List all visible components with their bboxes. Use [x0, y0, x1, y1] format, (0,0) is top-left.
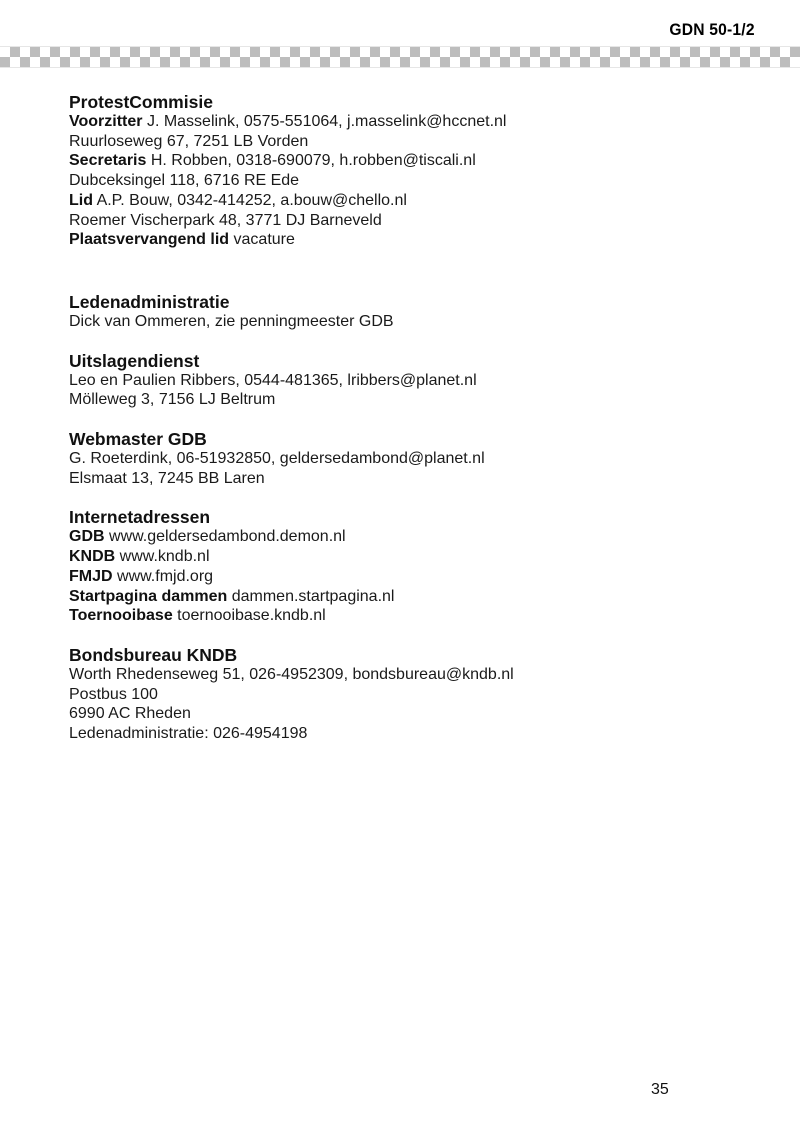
- line-text: J. Masselink, 0575-551064, j.masselink@hccnet.nl: [146, 113, 507, 130]
- checker-band-divider: [0, 46, 800, 68]
- contact-line: [69, 312, 749, 332]
- line-text: G. Roeterdink, 06-51932850, geldersedambond@planet.nl: [69, 450, 485, 468]
- line-text: vacature: [233, 231, 295, 249]
- contact-line: [69, 704, 749, 724]
- contact-line: [69, 230, 749, 250]
- section-title: Bondsbureau KNDB: [69, 644, 238, 665]
- line-text: Elsmaat 13, 7245 BB Laren: [69, 469, 265, 487]
- section-protestcommisie: [69, 92, 749, 250]
- section-title: Ledenadministratie: [69, 291, 230, 312]
- contact-line: [69, 151, 749, 171]
- url-text: toernooibase.kndb.nl: [177, 607, 326, 625]
- contact-line: [69, 371, 749, 391]
- page-number: 35: [651, 1081, 669, 1098]
- spacer: [69, 250, 749, 292]
- line-text: Ruurloseweg 67, 7251 LB Vorden: [69, 132, 309, 150]
- section-title: Uitslagendienst: [69, 350, 200, 371]
- url-text: www.geldersedambond.demon.nl: [109, 528, 346, 546]
- line-text: Dubceksingel 118, 6716 RE Ede: [69, 172, 300, 190]
- section-title: Internetadressen: [69, 507, 211, 528]
- line-label: FMJD: [69, 567, 113, 585]
- line-label: Voorzitter: [69, 113, 143, 130]
- line-label: Toernooibase: [69, 607, 173, 625]
- url-text: www.kndb.nl: [119, 548, 210, 566]
- line-text: Leo en Paulien Ribbers, 0544-481365, lribbers@planet.nl: [69, 371, 477, 389]
- line-text: Roemer Vischerpark 48, 3771 DJ Barneveld: [69, 211, 382, 229]
- spacer: [69, 626, 749, 645]
- line-text: Dick van Ommeren, zie penningmeester GDB: [69, 312, 394, 330]
- contact-line: [69, 390, 749, 410]
- url-text: www.fmjd.org: [117, 567, 214, 585]
- contact-line: [69, 724, 749, 744]
- contact-line: [69, 112, 749, 132]
- running-head: GDN 50-1/2: [669, 20, 755, 39]
- link-line: [69, 527, 749, 547]
- spacer: [69, 332, 749, 351]
- section-title: Webmaster GDB: [69, 429, 207, 450]
- line-text: Worth Rhedenseweg 51, 026-4952309, bondsbureau@kndb.nl: [69, 665, 514, 683]
- section-ledenadministratie: [69, 292, 749, 332]
- line-label: Startpagina dammen: [69, 587, 228, 605]
- section-internetadressen: [69, 507, 749, 626]
- line-text: 6990 AC Rheden: [69, 705, 191, 723]
- link-line: [69, 547, 749, 567]
- contact-line: [69, 211, 749, 231]
- contact-line: [69, 685, 749, 705]
- line-text: Postbus 100: [69, 685, 158, 703]
- link-line: [69, 587, 749, 607]
- url-text: dammen.startpagina.nl: [231, 587, 395, 605]
- line-text: H. Robben, 0318-690079, h.robben@tiscali.nl: [150, 152, 476, 170]
- line-label: Secretaris: [69, 152, 147, 170]
- line-label: KNDB: [69, 548, 116, 566]
- page-content: [69, 92, 749, 744]
- contact-line: [69, 469, 749, 489]
- section-webmaster: [69, 429, 749, 488]
- line-text: Mölleweg 3, 7156 LJ Beltrum: [69, 391, 276, 409]
- line-label: GDB: [69, 528, 105, 546]
- line-text: A.P. Bouw, 0342-414252, a.bouw@chello.nl: [96, 191, 407, 209]
- contact-line: [69, 132, 749, 152]
- section-uitslagendienst: [69, 351, 749, 410]
- spacer: [69, 410, 749, 429]
- section-bondsbureau: [69, 645, 749, 744]
- link-line: [69, 567, 749, 587]
- line-label: Lid: [69, 191, 93, 209]
- line-label: Plaatsvervangend lid: [69, 231, 230, 249]
- contact-line: [69, 191, 749, 211]
- contact-line: [69, 449, 749, 469]
- contact-line: [69, 171, 749, 191]
- section-title: ProtestCommisie: [69, 92, 213, 112]
- link-line: [69, 606, 749, 626]
- spacer: [69, 488, 749, 507]
- line-text: Ledenadministratie: 026-4954198: [69, 725, 308, 743]
- contact-line: [69, 665, 749, 685]
